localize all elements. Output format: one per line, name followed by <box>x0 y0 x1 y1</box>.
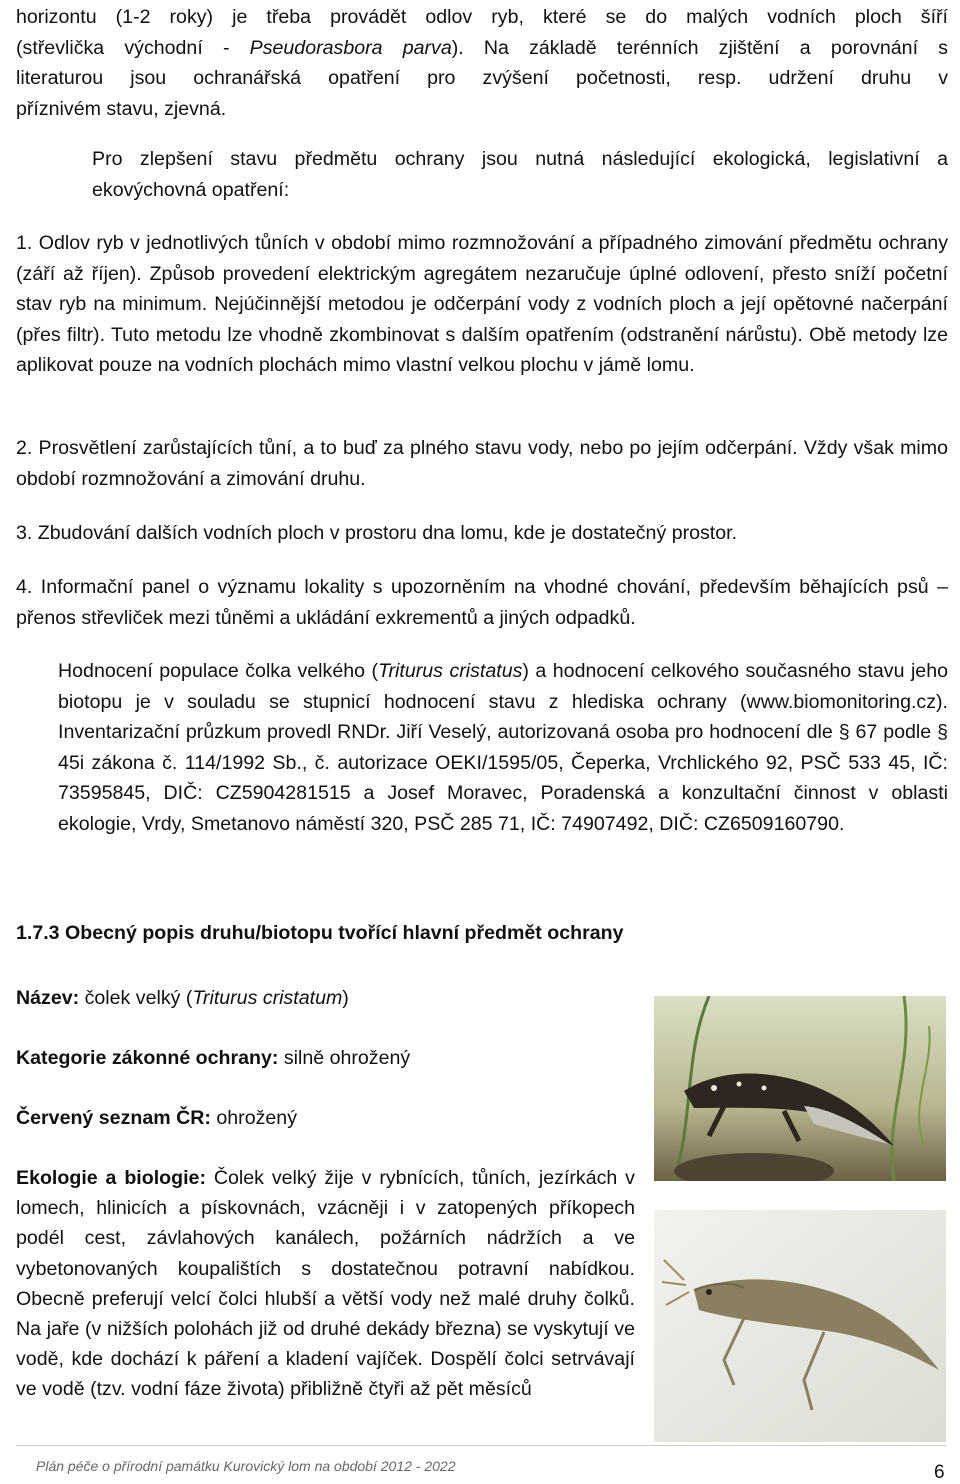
evaluation-species: Triturus cristatus <box>378 660 523 682</box>
evaluation-paragraph: Hodnocení populace čolka velkého (Triturus cristatus) a hodnocení celkového současného stavu jeho biotopu je v souladu se stupnicí hodnocení stavu z hlediska ochrany (www.biomonitoring.cz). Inventarizační průzkum provedl RNDr. Jiří Veselý, autorizovaná osoba pro hodnocení dle § 67 podle § 45i zákona č. 114/1992 Sb., č. autorizace OEKI/1595/05, Čeperka, Vrchlického 92, PSČ 533 45, IČ: 73595845, DIČ: CZ5904281515 a Josef Moravec, Poradenská a konzultační činnost v oblasti ekologie, Vrdy, Smetanovo náměstí 320, PSČ 285 71, IČ: 74907492, DIČ: CZ6509160790. <box>58 660 948 835</box>
name-field: Název: čolek velký (Triturus cristatum) <box>16 987 349 1009</box>
newt-photo-2 <box>654 1210 946 1442</box>
newt-photo-1 <box>654 996 946 1181</box>
category-value: silně ohrožený <box>278 1047 411 1069</box>
page-number: 6 <box>934 1462 945 1483</box>
redlist-value: ohrožený <box>210 1107 297 1129</box>
intro-line-2: (střevlička východní - Pseudorasbora parva). Na základě terénních zjištění a porovnání s <box>16 36 948 59</box>
intro-line-1: horizontu (1-2 roky) je třeba provádět odlov ryb, které se do malých vodních ploch šíří <box>16 6 948 28</box>
measures-intro: Pro zlepšení stavu předmětu ochrany jsou nutná následující ekologická, legislativní a ekovýchovná opatření: <box>92 148 948 201</box>
footer-divider <box>16 1445 946 1446</box>
category-field <box>16 1043 410 1073</box>
newt-photo-2-image <box>654 1210 946 1442</box>
redlist-field <box>16 1103 297 1133</box>
redlist-label: Červený seznam ČR: <box>16 1107 211 1129</box>
intro-paragraph <box>16 2 948 124</box>
newt-photo-1-image <box>654 996 946 1181</box>
footer-text: Plán péče o přírodní památku Kurovický lom na období 2012 - 2022 <box>36 1458 456 1474</box>
measure-4: 4. Informační panel o významu lokality s upozorněním na vhodné chování, především běhajících psů – přenos střevliček mezi tůněmi a ukládání exkrementů a jiných odpadků. <box>16 576 948 629</box>
species-name: Pseudorasbora parva <box>249 36 452 59</box>
intro-line-3: literaturou jsou ochranářská opatření pro zvýšení početnosti, resp. udržení druhu v <box>16 67 948 89</box>
ecology-paragraph: Ekologie a biologie: Čolek velký žije v rybnících, tůních, jezírkách v lomech, hlinicích a pískovnách, vzácněji i v zatopených příkopech podél cest, závlahových kanálech, požárních nádržích a ve vybetonovaných koupalištích s dostatečnou potravní nabídkou. Obecně preferují velcí čolci hlubší a větší vody než malé druhy čolků. Na jaře (v nižších polohách již od druhé dekády března) se vyskytují ve vodě, kde dochází k páření a kladení vajíček. Dospělí čolci setrvávají ve vodě (tzv. vodní fáze života) přibližně čtyři až pět měsíců <box>16 1167 635 1401</box>
measure-2: 2. Prosvětlení zarůstajících tůní, a to buď za plného stavu vody, nebo po jejím odčerpání. Vždy však mimo období rozmnožování a zimování druhu. <box>16 437 948 490</box>
section-heading: 1.7.3 Obecný popis druhu/biotopu tvořící hlavní předmět ochrany <box>16 922 624 944</box>
intro-line-4: příznivém stavu, zjevná. <box>16 97 227 120</box>
name-label: Název: <box>16 987 80 1009</box>
ecology-label: Ekologie a biologie: <box>16 1167 206 1189</box>
name-species: Triturus cristatum <box>192 987 343 1009</box>
measure-3: 3. Zbudování dalších vodních ploch v prostoru dna lomu, kde je dostatečný prostor. <box>16 522 738 544</box>
measure-1: 1. Odlov ryb v jednotlivých tůních v období mimo rozmnožování a případného zimování předmětu ochrany (září až říjen). Způsob provedení elektrickým agregátem nezaručuje úplné odlovení, přesto sníží početní stav ryb na minimum. Nejúčinnější metodou je odčerpání vody z vodních ploch a její opětovné načerpání (přes filtr). Tuto metodu lze vhodně zkombinovat s dalším opatřením (odstranění nárůstu). Obě metody lze aplikovat pouze na vodních plochách mimo vlastní velkou plochu v jámě lomu. <box>16 232 948 376</box>
category-label: Kategorie zákonné ochrany: <box>16 1047 279 1069</box>
